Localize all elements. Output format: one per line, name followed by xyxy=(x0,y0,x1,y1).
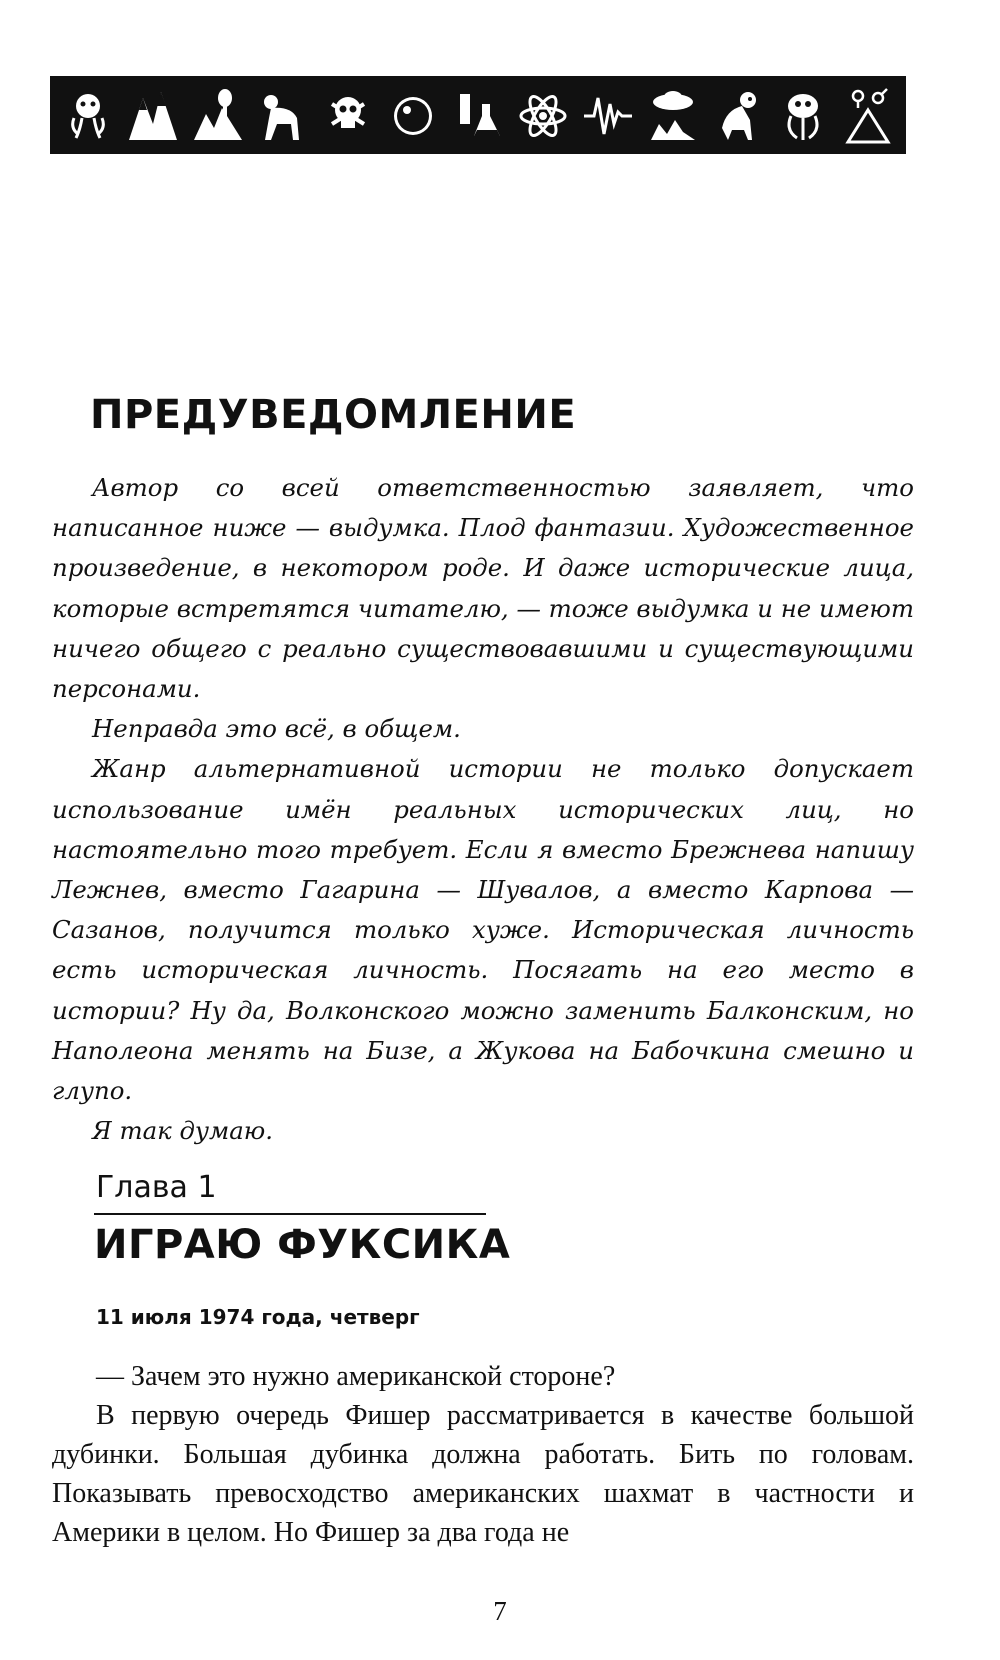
flask-icon xyxy=(452,84,504,146)
preface-paragraph: Жанр альтернативной истории не только допускает использование имён реальных исторических лиц, но настоятельно того требует. Если я вместо Брежнева напишу Лежнев, вместо Гагарина — Шувалов, а вместо Карпова — Сазанов, получится только хуже. Историческая личность есть историческая личность. Посягать на его место в истории? Ну да, Волконского можно заменить Балконским, но Наполеона менять на Бизе, а Жукова на Бабочкина смешно и глупо. xyxy=(52,754,914,1106)
gender-triangle-icon xyxy=(842,84,894,146)
alien-icon xyxy=(192,84,244,146)
chapter-divider xyxy=(94,1213,486,1215)
chapter-dateline: 11 июля 1974 года, четверг xyxy=(96,1305,420,1329)
body-paragraph: В первую очередь Фишер рассматривается в качестве большой дубинки. Большая дубинка должна работать. Бить по головам. Показывать превосходство американских шахмат в частности и Америки в целом. Но Фишер за два года не xyxy=(52,1400,914,1548)
skull-icon xyxy=(322,84,374,146)
chapter-label: Глава 1 xyxy=(96,1170,217,1205)
chapter-body xyxy=(52,1357,914,1552)
preface-title: ПРЕДУВЕДОМЛЕНИЕ xyxy=(90,392,577,438)
heartbeat-icon xyxy=(582,84,634,146)
decorative-banner xyxy=(50,76,906,154)
preface-text xyxy=(52,468,914,1151)
preface-paragraph: Автор со всей ответственностью заявляет, что написанное ниже — выдумка. Плод фантазии. Художественное произведение, в некотором роде. И даже исторические лица, которые встретятся читателю, — тоже выдумка и не имеют ничего общего с реально существовавшими и существующими персонами. xyxy=(52,473,914,704)
atom-icon xyxy=(517,84,569,146)
sphere-icon xyxy=(387,84,439,146)
preface-paragraph: Неправда это всё, в общем. xyxy=(92,714,461,744)
chapter-title: ИГРАЮ ФУКСИКА xyxy=(94,1222,511,1268)
ape-icon xyxy=(257,84,309,146)
creature-icon xyxy=(777,84,829,146)
monkey-icon xyxy=(712,84,764,146)
preface-paragraph: Я так думаю. xyxy=(92,1116,274,1146)
octopus-icon xyxy=(62,84,114,146)
body-paragraph: — Зачем это нужно американской стороне? xyxy=(96,1361,616,1392)
ufo-icon xyxy=(647,84,699,146)
page-number: 7 xyxy=(493,1596,507,1626)
mountains-icon xyxy=(127,84,179,146)
